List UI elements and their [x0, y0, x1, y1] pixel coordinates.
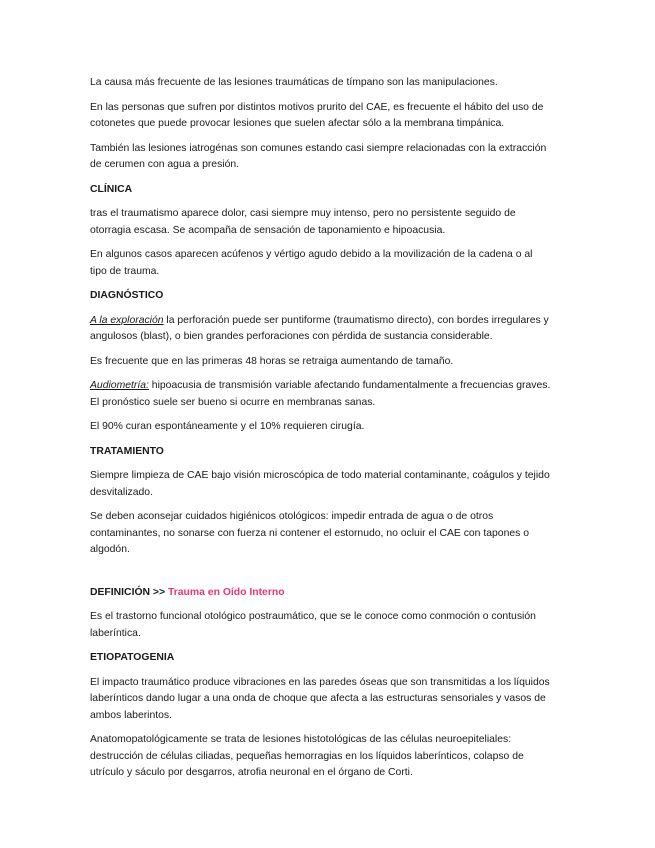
definicion-title: Trauma en Oído Interno [167, 586, 285, 598]
audiometria-label: Audiometría: [90, 380, 149, 391]
tratamiento-paragraph-1: Siempre limpieza de CAE bajo visión microscópica de todo material contaminante, coágulos y tejido desvitalizado. [90, 470, 550, 498]
audiometria-text: hipoacusia de transmisión variable afectando fundamentalmente a frecuencias graves. El pronóstico suele ser bueno si ocurre en membranas sanas. [90, 380, 551, 408]
exploracion-text: la perforación puede ser puntiforme (traumatismo directo), con bordes irregulares y angulosos (blast), o bien grandes perforaciones con pérdida de sustancia considerable. [90, 314, 549, 342]
definicion-paragraph-1: Es el trastorno funcional otológico postraumático, que se le conoce como conmoción o contusión laberíntica. [90, 611, 536, 639]
clinica-paragraph-2: En algunos casos aparecen acúfenos y vértigo agudo debido a la movilización de la cadena o al tipo de trauma. [90, 249, 533, 277]
diagnostico-exploracion-paragraph [90, 313, 552, 346]
intro-paragraph-1: La causa más frecuente de las lesiones traumáticas de tímpano son las manipulaciones. [90, 77, 498, 88]
document-body [90, 75, 552, 790]
diagnostico-paragraph-4: El 90% curan espontáneamente y el 10% requieren cirugía. [90, 421, 365, 432]
etiopatogenia-paragraph-2: Anatomopatológicamente se trata de lesiones histotológicas de las células neuroepiteliales: destrucción de células ciliadas, pequeñas hemorragias en los líquidos laberínticos, colapso de utrículo y sáculo por desgarros, atrofia neuronal en el órgano de Corti. [90, 734, 524, 778]
clinica-heading: CLÍNICA [90, 183, 133, 195]
exploracion-label: A la exploración [90, 314, 164, 326]
etiopatogenia-paragraph-1: El impacto traumático produce vibraciones en las paredes óseas que son transmitidas a los líquidos laberínticos dando lugar a una onda de choque que afecta a las estructuras sensoriales y vasos de ambos laberintos. [90, 676, 550, 721]
tratamiento-paragraph-2: Se deben aconsejar cuidados higiénicos otológicos: impedir entrada de agua o de otros contaminantes, no sonarse con fuerza ni contener el estornudo, no ocluir el CAE con tapones o algodón. [90, 511, 529, 555]
diagnostico-audiometria-paragraph [90, 378, 552, 411]
intro-paragraph-3: También las lesiones iatrogénas son comunes estando casi siempre relacionadas con la extracción de cerumen con agua a presión. [90, 142, 547, 170]
diagnostico-paragraph-2: Es frecuente que en las primeras 48 horas se retraiga aumentando de tamaño. [90, 355, 454, 367]
definicion-heading [90, 585, 552, 602]
intro-paragraph-2: En las personas que sufren por distintos motivos prurito del CAE, es frecuente el hábito del uso de cotonetes que puede provocar lesiones que suelen afectar sólo a la membrana timpánica. [90, 101, 544, 129]
clinica-paragraph-1: tras el traumatismo aparece dolor, casi siempre muy intenso, pero no persistente seguido de otorragia escasa. Se acompaña de sensación de taponamiento e hipoacusia. [90, 208, 516, 236]
section-spacer [90, 567, 552, 585]
definicion-label: DEFINICIÓN >> [90, 586, 166, 598]
tratamiento-heading: TRATAMIENTO [90, 445, 164, 457]
etiopatogenia-heading: ETIOPATOGENIA [90, 652, 175, 663]
diagnostico-heading: DIAGNÓSTICO [90, 290, 164, 301]
